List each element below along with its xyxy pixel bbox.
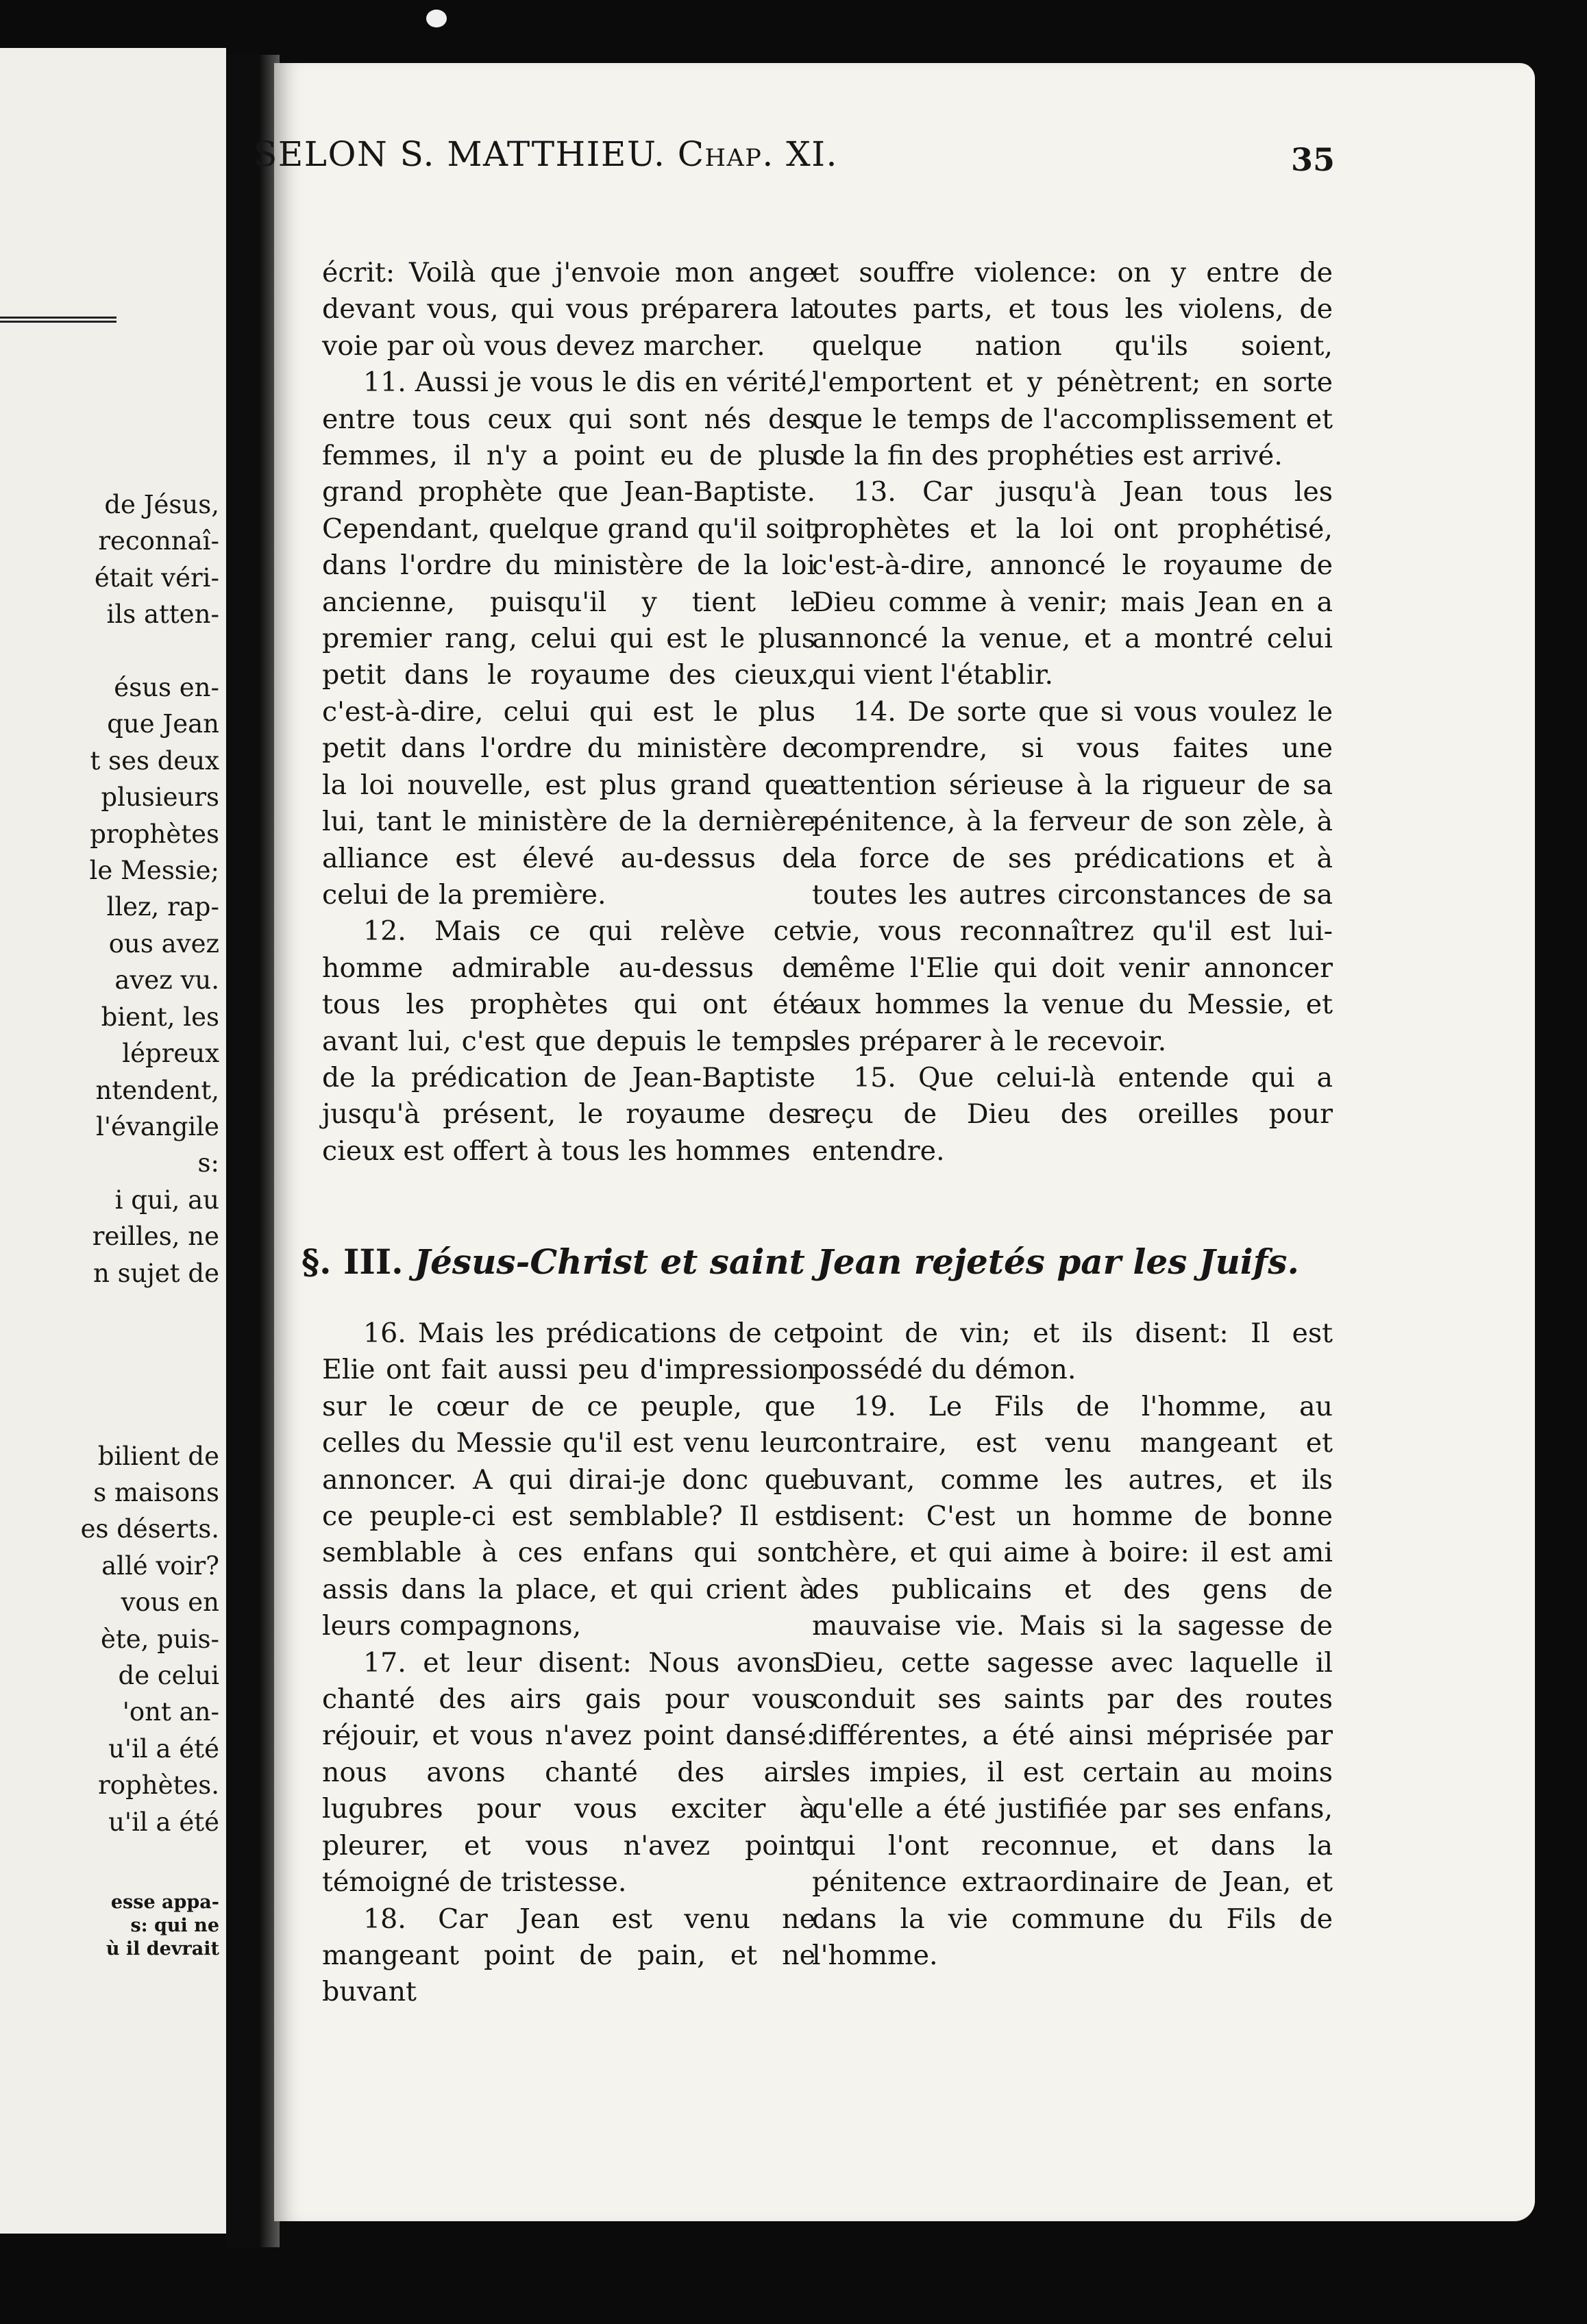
verse-11: 11. Aussi je vous le dis en vérité, entre tous ceux qui sont nés des femmes, il n'y a point eu de plus grand prophète que Jean-Baptiste. Cependant, quelque grand qu'il soit dans l'ordre du ministère de la loi ancienne, puisqu'il y tient le premier rang, celui qui est le plus petit dans le royaume des cieux, c'est-à-dire, celui qui est le plus petit dans l'ordre du ministère de la loi nouvelle, est plus grand que lui, tant le ministère de la dernière alliance est élevé au-dessus de celui de la première. (322, 367, 815, 911)
facing-page-line: ous avez (108, 928, 219, 959)
facing-page-line: prophètes (90, 819, 219, 849)
facing-page-footnote (106, 1891, 219, 1961)
facing-page-line (0, 1365, 219, 1401)
facing-page-line: était véri- (94, 563, 219, 593)
facing-page-line: n sujet de (93, 1258, 219, 1288)
facing-page-line: l'évangile (96, 1111, 219, 1141)
running-head-title: SELON S. MATTHIEU. (254, 134, 666, 174)
section-heading (302, 1241, 1316, 1282)
facing-page-line: t ses deux (90, 745, 219, 776)
facing-page-line (0, 633, 219, 669)
facing-page-line: es déserts. (80, 1514, 219, 1544)
facing-page-line: que Jean (107, 709, 219, 739)
section-title: Jésus-Christ et saint Jean rejetés par les Juifs. (414, 1241, 1299, 1282)
verse-16: 16. Mais les prédications de cet Elie ont fait aussi peu d'impression sur le cœur de ce peuple, que celles du Messie qu'il est venu leur annoncer. A qui dirai-je donc que ce peuple-ci est semblable? Il est semblable à ces enfans qui sont assis dans la place, et qui crient à leurs compagnons, (322, 1318, 815, 1642)
facing-page-line: i qui, au (114, 1185, 219, 1215)
facing-page-line: reconnaî- (98, 526, 219, 556)
facing-page-line: bient, les (101, 1002, 219, 1032)
facing-page-footnote-line: s: qui ne (130, 1915, 219, 1936)
facing-page-line: s: (197, 1148, 219, 1178)
facing-page-line: u'il a été (108, 1733, 219, 1764)
facing-page-line: lépreux (122, 1039, 219, 1069)
text-column-right-lower (812, 1315, 1333, 1974)
facing-page-line (0, 1291, 219, 1328)
text-column-left-upper (322, 255, 815, 1170)
facing-page-line: reilles, ne (92, 1222, 219, 1252)
running-head-chapter: Chap. XI. (677, 134, 838, 174)
verse-19: 19. Le Fils de l'homme, au contraire, est venu mangeant et buvant, comme les autres, et ils disent: C'est un homme de bonne chère, et qui aime à boire: il est ami des publicains et des gens de mauvaise vie. Mais si la sagesse de Dieu, cette sagesse avec laquelle il conduit ses saints par des routes différentes, a été ainsi méprisée par les impies, il est certain au moins qu'elle a été justifiée par ses enfans, qui l'ont reconnue, et dans la pénitence extraordinaire de Jean, et dans la vie commune du Fils de l'homme. (812, 1390, 1333, 1971)
paragraph: écrit: Voilà que j'envoie mon ange devant vous, qui vous préparera la voie par où vous devez marcher. (322, 257, 815, 362)
facing-page-line: ntendent, (95, 1075, 219, 1105)
facing-page-line: ésus en- (114, 673, 219, 703)
facing-page-line: de celui (118, 1661, 219, 1690)
facing-page-footnote-line: ù il devrait (106, 1938, 219, 1960)
facing-page-line: plusieurs (101, 782, 219, 813)
facing-page-rule (0, 317, 116, 323)
verse-18: 18. Car Jean est venu ne mangeant point de pain, et ne buvant (322, 1903, 815, 2008)
text-column-right-upper (812, 255, 1333, 1170)
facing-page-line: ils atten- (106, 599, 219, 630)
facing-page-line: avez vu. (114, 965, 219, 996)
verse-12: 12. Mais ce qui relève cet homme admirable au-dessus de tous les prophètes qui ont été avant lui, c'est que depuis le temps de la prédication de Jean-Baptiste jusqu'à présent, le royaume des cieux est offert à tous les hommes (322, 915, 815, 1167)
running-head (254, 134, 838, 174)
facing-page-line: s maisons (93, 1477, 219, 1507)
verse-17: 17. et leur disent: Nous avons chanté des airs gais pour vous réjouir, et vous n'avez point dansé: nous avons chanté des airs lugubres pour vous exciter à pleurer, et vous n'avez point témoigné de tristesse. (322, 1646, 815, 1899)
facing-page-line: u'il a été (108, 1807, 219, 1837)
facing-page-line: allé voir? (101, 1550, 219, 1581)
facing-page-footnote-line: esse appa- (110, 1892, 219, 1913)
dust-speck (426, 10, 447, 27)
facing-page-line: ète, puis- (100, 1624, 219, 1654)
facing-page-text (0, 486, 219, 1840)
verse-15: 15. Que celui-là entende qui a reçu de Dieu des oreilles pour entendre. (812, 1061, 1333, 1167)
facing-page-line: bilient de (97, 1441, 219, 1471)
facing-page-line: rophètes. (98, 1770, 219, 1801)
facing-page-line (0, 1401, 219, 1437)
facing-page (0, 48, 226, 2234)
section-mark: §. III. (302, 1241, 404, 1282)
facing-page-line: vous en (121, 1587, 219, 1618)
text-column-left-lower (322, 1315, 815, 2011)
paragraph: et souffre violence: on y entre de toutes parts, et tous les violens, de quelque nation qu'ils soient, l'emportent et y pénètrent; en sorte que le temps de l'accomplissement et de la fin des prophéties est arrivé. (812, 257, 1333, 472)
verse-13: 13. Car jusqu'à Jean tous les prophètes et la loi ont prophétisé, c'est-à-dire, annoncé le royaume de Dieu comme à venir; mais Jean en a annoncé la venue, et a montré celui qui vient l'établir. (812, 476, 1333, 691)
paragraph: point de vin; et ils disent: Il est possédé du démon. (812, 1318, 1333, 1386)
facing-page-line: 'ont an- (122, 1697, 219, 1727)
facing-page-line (0, 1328, 219, 1364)
facing-page-line: llez, rap- (106, 892, 219, 922)
facing-page-line: de Jésus, (104, 490, 219, 519)
facing-page-line: le Messie; (89, 856, 219, 886)
page-number: 35 (1291, 141, 1336, 178)
verse-14: 14. De sorte que si vous voulez le comprendre, si vous faites une attention sérieuse à la rigueur de sa pénitence, à la ferveur de son zèle, à la force de ses prédications et à toutes les autres circonstances de sa vie, vous reconnaîtrez qu'il est lui-même l'Elie qui doit venir annoncer aux hommes la venue du Messie, et les préparer à le recevoir. (812, 695, 1333, 1057)
